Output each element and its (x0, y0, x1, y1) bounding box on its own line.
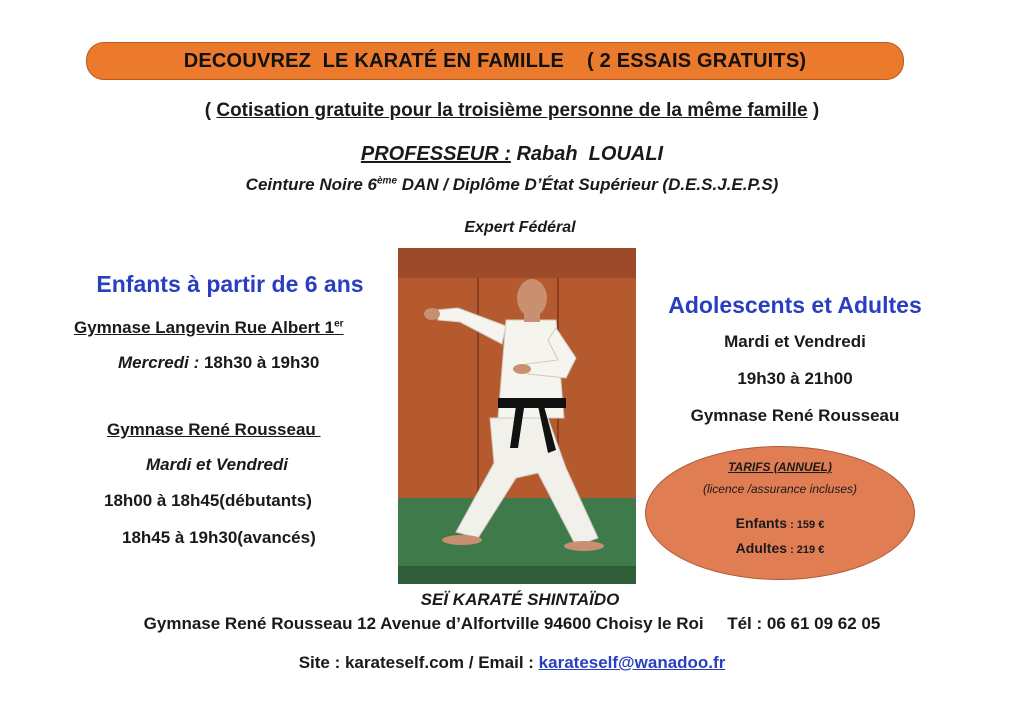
mercredi-day: Mercredi : (118, 353, 200, 372)
club-address: Gymnase René Rousseau 12 Avenue d’Alfortville 94600 Choisy le Roi Tél : 06 61 09 62 05 (143, 614, 881, 633)
adultes-time: 19h30 à 21h00 (737, 369, 853, 388)
tarifs-title: TARIFS (ANNUEL) (728, 460, 832, 474)
cotisation-close: ) (807, 100, 820, 121)
tarifs-enfants-label: Enfants (735, 515, 788, 531)
enfants-mercredi (118, 353, 319, 373)
banner-text: DECOUVREZ LE KARATÉ EN FAMILLE ( 2 ESSAIS GRATUITS) (183, 49, 807, 72)
enfants-heading: Enfants à partir de 6 ans (96, 271, 364, 297)
adultes-days: Mardi et Vendredi (724, 332, 866, 351)
site-line (0, 653, 1024, 673)
enfants-slot2: 18h45 à 19h30(avancés) (122, 528, 316, 547)
enfants-gym1-text: Gymnase Langevin Rue Albert 1 (74, 318, 335, 337)
email-link[interactable]: karateself@wanadoo.fr (538, 653, 726, 672)
professeur-line (0, 143, 1024, 166)
adultes-heading: Adolescents et Adultes (668, 292, 922, 318)
ceinture-post: DAN / Diplôme D’État Supérieur (D.E.S.J.E.P.S) (397, 175, 779, 194)
enfants-days: Mardi et Vendredi (146, 455, 289, 474)
professeur-name: Rabah LOUALI (510, 143, 664, 165)
tarifs-adultes-label: Adultes (735, 540, 788, 556)
cotisation-line (0, 100, 1024, 122)
ceinture-line (0, 175, 1024, 195)
tarifs-enfants (645, 515, 915, 531)
ceinture-sup: ème (376, 175, 397, 187)
enfants-gym1 (74, 318, 344, 338)
tarifs-note: (licence /assurance incluses) (702, 482, 858, 496)
header-banner (86, 42, 904, 80)
tarifs-adultes-price: : 219 € (787, 544, 825, 556)
enfants-slot1: 18h00 à 18h45(débutants) (104, 491, 312, 510)
karateka-photo (398, 248, 636, 584)
enfants-gym1-sup: er (334, 318, 344, 330)
mercredi-time: 18h30 à 19h30 (199, 353, 320, 372)
site-label: Site : karateself.com / Email : (298, 653, 539, 672)
professeur-label: PROFESSEUR : (360, 143, 511, 165)
tarifs-adultes (645, 540, 915, 556)
ceinture-pre: Ceinture Noire 6 (245, 175, 377, 194)
tarifs-enfants-price: : 159 € (787, 519, 825, 531)
cotisation-open: ( (204, 100, 217, 121)
enfants-gym2: Gymnase René Rousseau (107, 420, 321, 439)
adultes-gym: Gymnase René Rousseau (690, 406, 900, 425)
club-name: SEÏ KARATÉ SHINTAÏDO (420, 590, 620, 609)
cotisation-text: Cotisation gratuite pour la troisième personne de la même famille (216, 100, 808, 121)
expert-label: Expert Fédéral (464, 219, 576, 236)
